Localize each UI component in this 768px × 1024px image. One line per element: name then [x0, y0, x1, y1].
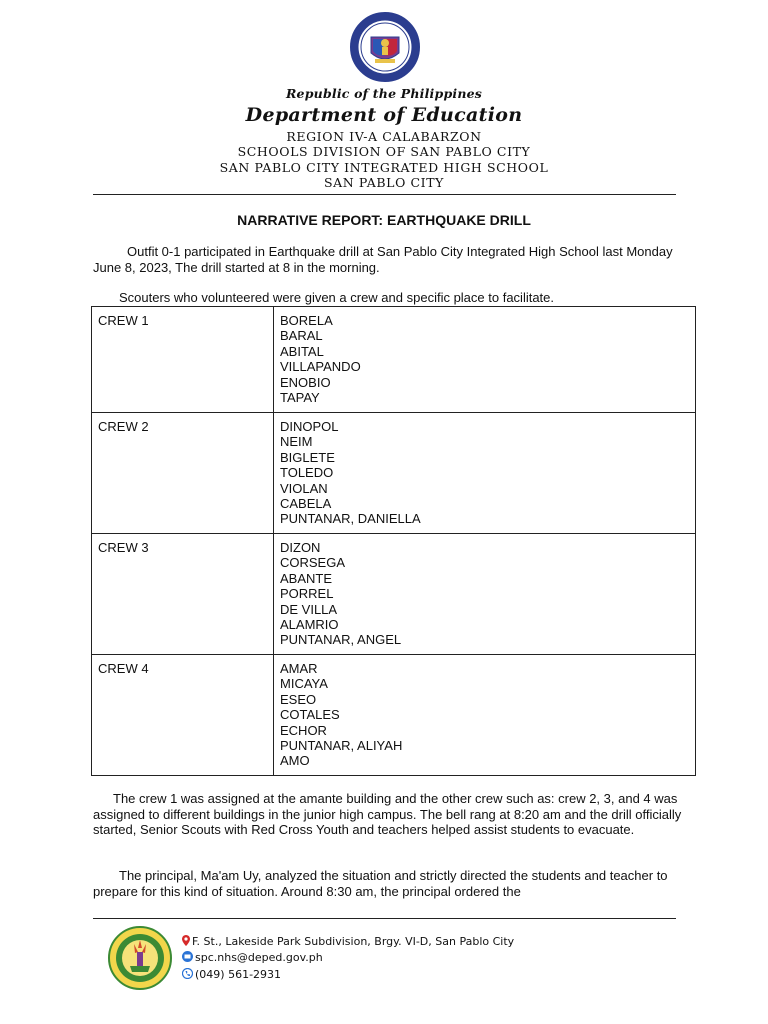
member-name: ALAMRIO — [280, 617, 339, 633]
member-name: BORELA — [280, 313, 333, 328]
address-line: F. St., Lakeside Park Subdivision, Brgy. VI-D, San Pablo City — [182, 935, 514, 949]
paragraph-assignment: The crew 1 was assigned at the amante building and the other crew such as: crew 2, 3, and 4 was assigned to different buildings in the junior high campus. The bell rang at 8:20 am and the drill officially started, Senior Scouts with Red Cross Youth and teachers helped assist students to evacuate. — [93, 791, 682, 837]
member-name: MICAYA — [280, 676, 328, 692]
city-line: SAN PABLO CITY — [324, 175, 444, 190]
member-name: PUNTANAR, ANGEL — [280, 632, 402, 648]
table-row — [92, 413, 696, 534]
member-name: AMAR — [280, 661, 318, 676]
region-line: REGION IV-A CALABARZON — [286, 129, 482, 144]
table-row — [92, 534, 696, 655]
crew-members — [274, 307, 696, 413]
phone-icon — [182, 968, 193, 982]
crew-members — [274, 534, 696, 655]
member-name: CABELA — [280, 496, 332, 512]
division-line: SCHOOLS DIVISION OF SAN PABLO CITY — [237, 144, 531, 159]
member-name: ECHOR — [280, 722, 327, 738]
member-name: BIGLETE — [280, 449, 335, 465]
member-name: NEIM — [280, 434, 313, 450]
crew-label: CREW 1 — [92, 307, 274, 413]
member-name: ABANTE — [280, 570, 333, 586]
email-icon — [182, 951, 193, 965]
republic-line: Republic of the Philippines — [285, 86, 483, 101]
header-divider — [93, 194, 676, 195]
paragraph-scouters: Scouters who volunteered were given a crew and specific place to facilitate. — [119, 290, 555, 305]
report-title: NARRATIVE REPORT: EARTHQUAKE DRILL — [237, 212, 531, 228]
member-name: DINOPOL — [280, 419, 339, 434]
footer-divider — [93, 918, 676, 919]
member-name: ESEO — [280, 691, 317, 707]
crew-members — [274, 413, 696, 534]
paragraph-principal: The principal, Ma'am Uy, analyzed the situation and strictly directed the students and teacher to prepare for this kind of situation. Around 8:30 am, the principal ordered the — [93, 868, 668, 899]
member-name: CORSEGA — [280, 555, 346, 571]
member-name: ENOBIO — [280, 374, 331, 390]
crew-label: CREW 4 — [92, 655, 274, 776]
member-name: PORREL — [280, 586, 334, 602]
member-name: COTALES — [280, 707, 340, 723]
member-name: PUNTANAR, DANIELLA — [280, 511, 421, 527]
school-line: SAN PABLO CITY INTEGRATED HIGH SCHOOL — [219, 160, 549, 175]
crew-members — [274, 655, 696, 776]
member-name: BARAL — [280, 328, 323, 344]
phone-line: (049) 561-2931 — [182, 968, 281, 982]
member-name: TOLEDO — [280, 465, 334, 481]
table-row — [92, 655, 696, 776]
member-name: PUNTANAR, ALIYAH — [280, 738, 403, 754]
email-line: spc.nhs@deped.gov.ph — [182, 951, 323, 965]
school-seal-icon — [108, 926, 172, 990]
member-name: AMO — [280, 753, 310, 769]
crew-label: CREW 2 — [92, 413, 274, 534]
department-name: Department of Education — [245, 104, 523, 126]
crew-label: CREW 3 — [92, 534, 274, 655]
member-name: VIOLAN — [280, 480, 328, 496]
member-name: TAPAY — [280, 390, 320, 406]
crew-table — [91, 306, 696, 776]
location-pin-icon — [182, 935, 190, 949]
deped-seal-icon — [349, 11, 421, 83]
table-row — [92, 307, 696, 413]
member-name: DE VILLA — [280, 601, 338, 617]
member-name: VILLAPANDO — [280, 359, 361, 375]
member-name: ABITAL — [280, 343, 324, 359]
paragraph-intro: Outfit 0-1 participated in Earthquake drill at San Pablo City Integrated High School last Monday June 8, 2023, The drill started at 8 in the morning. — [93, 244, 673, 275]
member-name: DIZON — [280, 540, 321, 555]
